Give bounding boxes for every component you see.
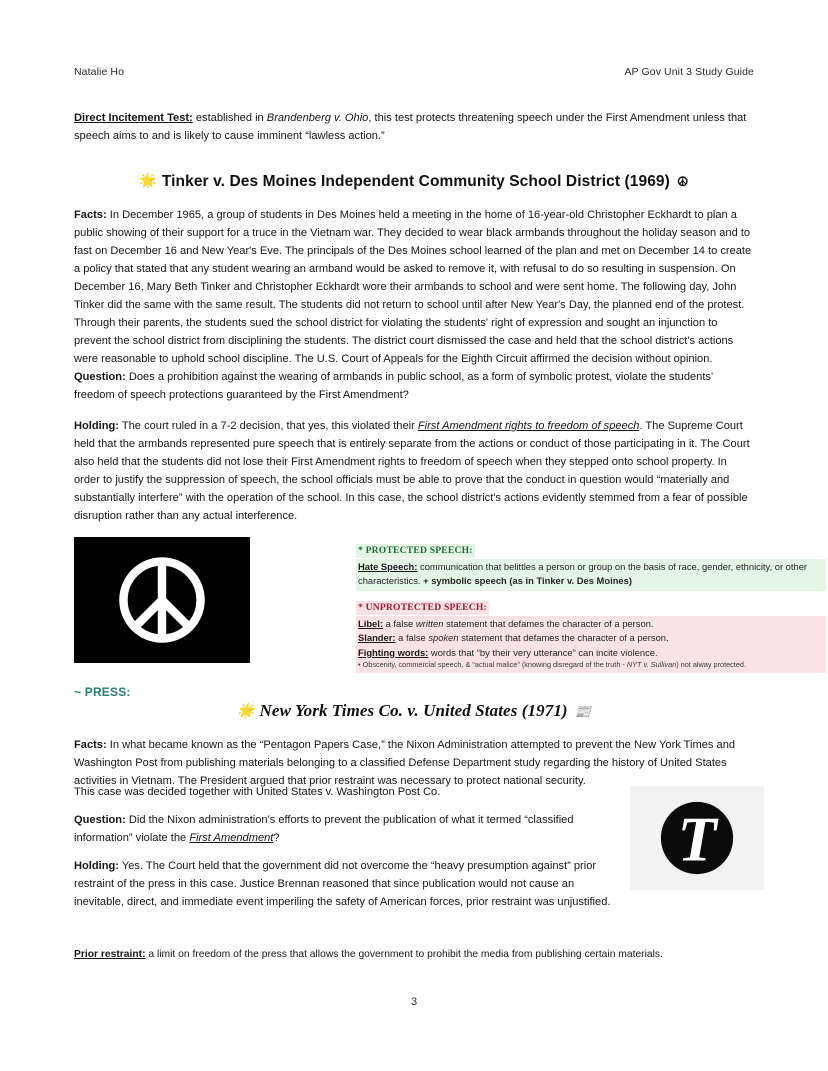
slander-term: Slander:	[358, 632, 396, 644]
fighting-words-line	[358, 646, 824, 660]
hate-speech-definition: communication that belittles a person or group on the basis of race, gender, ethnicity, or other characteristics.	[358, 561, 808, 587]
nyt-question-body-1: Did the Nixon administration's efforts to prevent the publication of what it termed “classified information” violate the	[74, 814, 574, 844]
press-section-label: ~ PRESS:	[74, 685, 131, 699]
tinker-case-heading-text: Tinker v. Des Moines Independent Community School District (1969)	[161, 173, 670, 190]
hate-speech-addendum: + symbolic speech (as in Tinker v. Des Moines)	[423, 575, 632, 587]
libel-post: statement that defames the character of a person.	[443, 618, 654, 629]
fighting-words-term: Fighting words:	[358, 646, 429, 658]
tinker-holding-body-2: . The Supreme Court held that the armbands represented pure speech that is entirely separate from the actions or conduct of those participating in it. The Court also held that the students did not lose their First Amendment rights to freedom of speech when they stepped onto school property. In order to justify the suppression of speech, the school officials must be able to prove that the conduct in question would “materially and substantially interfere” with the operation of the school. In this case, the school district's actions evidently stemmed from a fear of possible disruption rather than any actual interference.	[74, 420, 750, 522]
libel-line	[358, 617, 824, 631]
newspaper-icon: 📰	[574, 704, 591, 719]
nyt-logo-image	[630, 786, 764, 890]
nyt-question-underlined: First Amendment	[189, 831, 274, 844]
tinker-question-body: Does a prohibition against the wearing of armbands in public school, as a form of symbolic protest, violate the students' freedom of speech protections guaranteed by the First Amendment?	[74, 371, 714, 401]
nyt-question-label: Question:	[74, 814, 126, 826]
protected-speech-group	[356, 540, 826, 591]
brandenberg-case-name: Brandenberg v. Ohio	[266, 112, 369, 124]
tinker-question-label: Question:	[74, 371, 126, 383]
tinker-facts-body: In December 1965, a group of students in Des Moines held a meeting in the home of 16-year-old Christopher Eckhardt to plan a public showing of their support for a truce in the Vietnam war. They decided to wear black armbands throughout the holiday season and to fast on December 16 and New Year's Eve. The principals of the Des Moines school learned of the plan and met on December 14 to create a policy that stated that any student wearing an armband would be asked to remove it, with refusal to do so resulting in suspension. On December 16, Mary Beth Tinker and Christopher Eckhardt wore their armbands to school and were sent home. The following day, John Tinker did the same with the same result. The students did not return to school until after New Year's Day, the planned end of the protest. Through their parents, the students sued the school district for violating the students' right of expression and sought an injunction to prevent the school district from disciplining the students. The district court dismissed the case and held that the school district's actions were reasonable to uphold school discipline. The U.S. Court of Appeals for the Eighth Circuit affirmed the decision without opinion.	[74, 209, 752, 365]
slander-line	[358, 631, 824, 645]
slander-pre: a false	[395, 632, 429, 644]
page-number: 3	[410, 996, 418, 1008]
nyt-facts-line2: This case was decided together with United States v. Washington Post Co.	[74, 786, 441, 798]
nyt-holding-body: Yes. The Court held that the government did not overcome the “heavy presumption against” prior restraint of the press in this case. Justice Brennan reasoned that since publication would not cause an inevitable, direct, and immediate event imperiling the safety of American forces, prior restraint was unjustified.	[74, 860, 611, 908]
libel-term: Libel:	[358, 618, 383, 629]
unprotected-speech-entries	[356, 616, 826, 673]
direct-incitement-term: Direct Incitement Test:	[74, 112, 193, 124]
libel-pre: a false	[383, 618, 416, 629]
unprotected-speech-title: * UNPROTECTED SPEECH:	[358, 602, 487, 613]
sun-icon: 🌟	[139, 172, 157, 188]
nyt-holding-label: Holding:	[74, 860, 119, 872]
nyt-facts-paragraph	[74, 737, 754, 791]
nyt-question-body-2: ?	[273, 831, 280, 844]
unprotected-speech-highlight	[356, 597, 826, 615]
direct-incitement-body-pre: established in	[192, 112, 267, 124]
hate-speech-term: Hate Speech:	[358, 561, 418, 572]
unprotected-speech-group	[356, 597, 826, 673]
nyt-holding-paragraph	[74, 858, 619, 912]
footnote-post: ) not alway protected.	[676, 659, 746, 669]
hate-speech-line	[358, 560, 824, 589]
document-header	[74, 66, 754, 78]
protected-speech-highlight	[356, 540, 826, 558]
prior-restraint-term: Prior restraint:	[74, 949, 146, 960]
header-title: AP Gov Unit 3 Study Guide	[624, 66, 754, 78]
nyt-case-heading-text: New York Times Co. v. United States (1971)	[259, 701, 568, 720]
unprotected-speech-footnote	[358, 660, 824, 671]
slander-post: statement that defames the character of a person.	[458, 632, 669, 644]
nyt-question-paragraph	[74, 812, 619, 848]
nyt-facts-body: In what became known as the “Pentagon Papers Case,” the Nixon Administration attempted to prevent the New York Times and Washington Post from publishing materials belonging to a classified Defense Department study regarding the history of United States activities in Vietnam. The President argued that prior restraint was necessary to protect national security.	[74, 739, 736, 787]
hate-speech-entry	[356, 559, 826, 591]
libel-emphasis: written	[415, 618, 444, 629]
tinker-facts-label: Facts:	[74, 209, 107, 221]
direct-incitement-paragraph	[74, 110, 754, 146]
peace-symbol-glyph	[115, 553, 209, 647]
header-author: Natalie Ho	[74, 66, 125, 78]
direct-incitement-body-post: , this test protects threatening speech under the First Amendment unless that speech aims to and is likely to cause imminent “lawless action.”	[74, 112, 747, 142]
tinker-holding-body-1: The court ruled in a 7-2 decision, that yes, this violated their	[118, 420, 418, 432]
tinker-facts-paragraph	[74, 207, 754, 369]
peace-sign-image	[74, 537, 250, 663]
slander-emphasis: spoken	[428, 632, 459, 644]
svg-text:T: T	[677, 803, 717, 875]
peace-sign-icon: ☮	[676, 174, 689, 189]
nyt-facts-label: Facts:	[74, 739, 107, 751]
prior-restraint-paragraph	[74, 947, 754, 964]
tinker-holding-label: Holding:	[74, 420, 119, 432]
fighting-words-pre: words that “by their very utterance” can incite violence.	[428, 646, 658, 658]
tinker-holding-paragraph	[74, 418, 754, 526]
protected-speech-title: * PROTECTED SPEECH:	[358, 545, 473, 556]
prior-restraint-body: a limit on freedom of the press that allows the government to prohibit the media from publishing certain materials.	[145, 949, 663, 960]
tinker-case-heading	[74, 172, 754, 191]
tinker-question-paragraph	[74, 369, 754, 405]
footnote-pre: • Obscenity, commercial speech, & “actual malice” (knowing disregard of the truth -	[358, 659, 627, 669]
sun-icon: 🌟	[237, 704, 255, 719]
tinker-holding-underlined: First Amendment rights to freedom of speech	[417, 420, 640, 432]
nyt-t-glyph	[654, 795, 740, 881]
footnote-case: NYT v. Sullivan	[626, 659, 677, 669]
nyt-case-heading	[74, 701, 754, 721]
